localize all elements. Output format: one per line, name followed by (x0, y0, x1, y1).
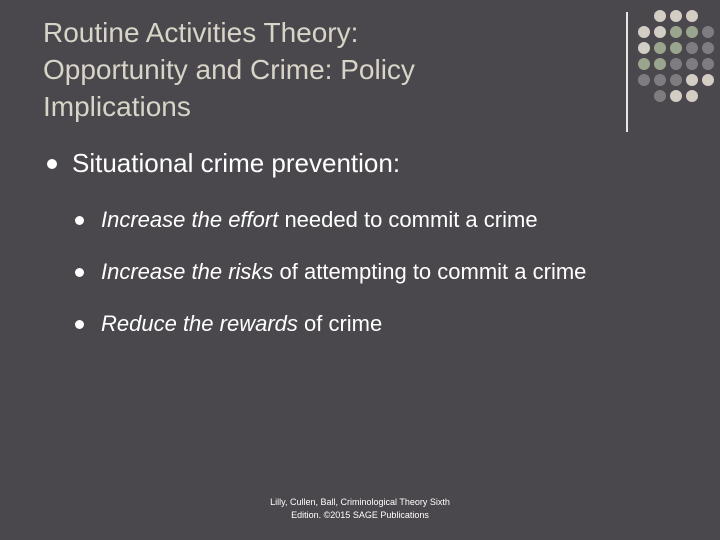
citation-line: Edition. ©2015 SAGE Publications (291, 510, 429, 520)
slide-title: Routine Activities Theory: Opportunity and Crime: Policy Implications (43, 17, 415, 122)
decorative-dot (702, 26, 714, 38)
sub-bullet-text: of crime (297, 311, 383, 336)
bullet-dot-icon (75, 268, 84, 277)
decorative-dot (654, 58, 666, 70)
decorative-dot (702, 58, 714, 70)
bullet-text: Situational crime prevention: (72, 148, 401, 178)
decorative-dot (686, 26, 698, 38)
decorative-dot (654, 42, 666, 54)
decorative-dot (654, 26, 666, 38)
decorative-dot (670, 58, 682, 70)
decorative-dot (702, 42, 714, 54)
decorative-dot (638, 26, 650, 38)
sub-bullet-item-effort (75, 207, 538, 233)
decorative-dot (638, 74, 650, 86)
decorative-dot (670, 90, 682, 102)
title-divider (626, 12, 628, 132)
decorative-dot (670, 10, 682, 22)
decorative-dot (638, 42, 650, 54)
bullet-dot-icon (75, 216, 84, 225)
decorative-dot (638, 58, 650, 70)
sub-bullet-item-risks (75, 259, 586, 285)
decorative-dot (702, 74, 714, 86)
decorative-dot (670, 42, 682, 54)
decorative-dot (686, 90, 698, 102)
bullet-dot-icon (75, 320, 84, 329)
decorative-dot (670, 26, 682, 38)
sub-bullet-item-rewards (75, 311, 382, 337)
decorative-dot (654, 10, 666, 22)
sub-bullet-text: needed to commit a crime (278, 207, 538, 232)
citation-line: Lilly, Cullen, Ball, Criminological Theory Sixth (270, 497, 450, 507)
sub-bullet-emphasis: Reduce the rewards (101, 311, 298, 336)
citation-footer (250, 496, 470, 522)
decorative-dot (686, 74, 698, 86)
decorative-dot-grid (638, 10, 718, 120)
sub-bullet-text: of attempting to commit a crime (273, 259, 587, 284)
decorative-dot (654, 90, 666, 102)
bullet-item-situational (47, 148, 400, 179)
decorative-dot (686, 58, 698, 70)
bullet-dot-icon (47, 159, 57, 169)
decorative-dot (686, 42, 698, 54)
decorative-dot (654, 74, 666, 86)
decorative-dot (686, 10, 698, 22)
sub-bullet-emphasis: Increase the risks (101, 259, 274, 284)
sub-bullet-emphasis: Increase the effort (101, 207, 279, 232)
decorative-dot (670, 74, 682, 86)
